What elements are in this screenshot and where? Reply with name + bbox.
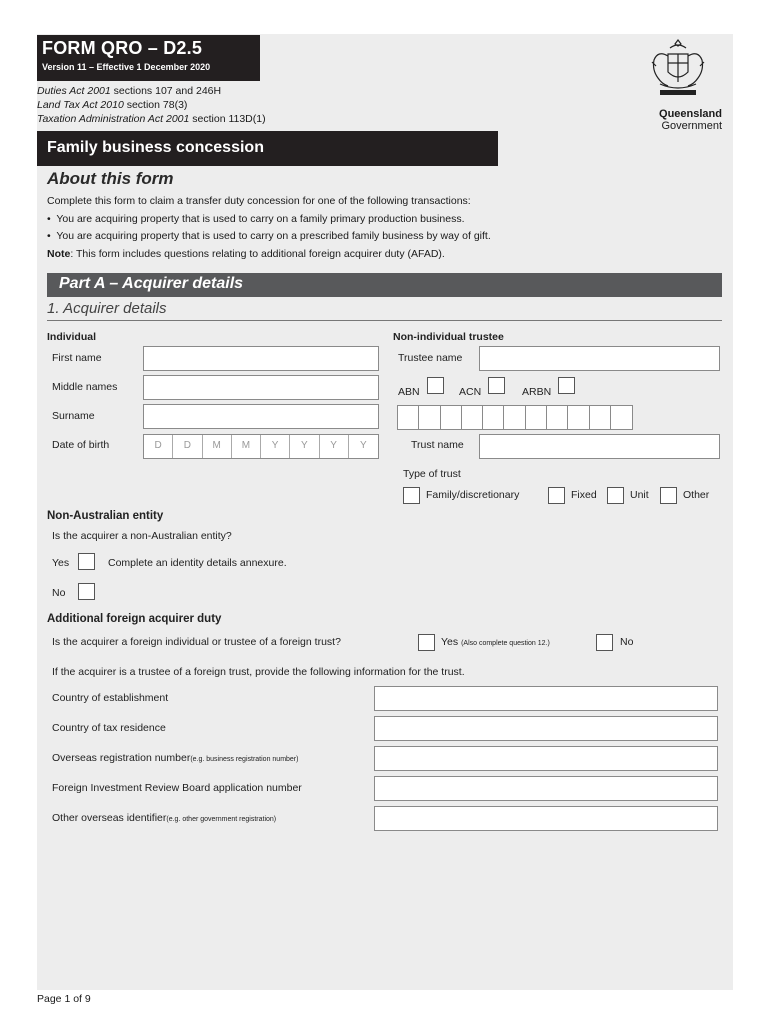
form-title-box	[37, 35, 260, 81]
page-number: Page 1 of 9	[37, 993, 91, 1005]
middle-names-input[interactable]	[143, 375, 379, 400]
about-text	[47, 193, 647, 263]
about-title: About this form	[47, 169, 174, 188]
dob-cell[interactable]: D	[173, 435, 202, 458]
dob-cell[interactable]: M	[203, 435, 232, 458]
country-establishment-label: Country of establishment	[52, 692, 169, 704]
section-1-title: 1. Acquirer details	[47, 300, 167, 317]
trust-type-unit-checkbox[interactable]	[607, 487, 624, 504]
queensland-coat-of-arms-icon	[648, 36, 708, 102]
about-bullet: • You are acquiring property that is used to carry on a prescribed family business by way of gift.	[47, 230, 491, 242]
trustee-name-input[interactable]	[479, 346, 720, 371]
non-australian-yes-label: Yes	[52, 557, 70, 569]
non-australian-no-checkbox[interactable]	[78, 583, 95, 600]
legislation-references	[37, 84, 266, 126]
trust-type-fixed-checkbox[interactable]	[548, 487, 565, 504]
non-australian-question: Is the acquirer a non-Australian entity?	[52, 530, 232, 542]
afad-instruction: If the acquirer is a trustee of a foreign trust, provide the following information for the trust.	[52, 666, 465, 678]
abn-digit-cell[interactable]	[504, 406, 525, 429]
afad-no-checkbox[interactable]	[596, 634, 613, 651]
afad-no-label: No	[620, 636, 634, 648]
country-establishment-input[interactable]	[374, 686, 718, 711]
trust-name-label: Trust name	[411, 439, 464, 451]
dob-cell[interactable]: Y	[290, 435, 319, 458]
abn-digit-cell[interactable]	[398, 406, 419, 429]
form-title: FORM QRO – D2.5	[42, 38, 203, 58]
trust-type-other-label: Other	[683, 489, 710, 501]
form-version: Version 11 – Effective 1 December 2020	[42, 62, 211, 72]
country-tax-input[interactable]	[374, 716, 718, 741]
gov-name-line-2: Government	[661, 120, 722, 132]
dob-cell[interactable]: Y	[320, 435, 349, 458]
surname-input[interactable]	[143, 404, 379, 429]
first-name-label: First name	[52, 352, 102, 364]
government-name	[640, 108, 722, 132]
other-id-label: Other overseas identifier(e.g. other government registration)	[52, 812, 277, 824]
trust-name-input[interactable]	[479, 434, 720, 459]
firb-input[interactable]	[374, 776, 718, 801]
act-reference: Taxation Administration Act 2001 section 113D(1)	[37, 113, 266, 125]
abn-digit-cell[interactable]	[568, 406, 589, 429]
gov-name-line-1: Queensland	[659, 108, 722, 120]
act-reference: Duties Act 2001 sections 107 and 246H	[37, 85, 222, 97]
afad-yes-checkbox[interactable]	[418, 634, 435, 651]
non-australian-yes-note: Complete an identity details annexure.	[108, 557, 287, 569]
dob-cell[interactable]: Y	[360, 440, 367, 451]
individual-heading: Individual	[47, 331, 97, 343]
acn-checkbox[interactable]	[488, 377, 505, 394]
abn-digit-cell[interactable]	[419, 406, 440, 429]
dob-cell[interactable]: M	[232, 435, 261, 458]
dob-cell[interactable]: Y	[261, 435, 290, 458]
afad-question: Is the acquirer a foreign individual or trustee of a foreign trust?	[52, 636, 341, 648]
acn-label: ACN	[459, 386, 482, 398]
abn-label: ABN	[398, 386, 420, 398]
act-reference: Land Tax Act 2010 section 78(3)	[37, 99, 188, 111]
non-australian-no-label: No	[52, 587, 66, 599]
trustee-heading: Non-individual trustee	[393, 331, 504, 343]
section-divider	[47, 320, 722, 321]
overseas-reg-note: (e.g. business registration number)	[190, 756, 299, 763]
about-note: Note: This form includes questions relating to additional foreign acquirer duty (AFAD).	[47, 247, 445, 260]
abn-digit-cell[interactable]	[483, 406, 504, 429]
abn-digit-cell[interactable]	[441, 406, 462, 429]
country-tax-label: Country of tax residence	[52, 722, 166, 734]
type-of-trust-label: Type of trust	[403, 468, 461, 480]
overseas-reg-input[interactable]	[374, 746, 718, 771]
abn-digit-cell[interactable]	[462, 406, 483, 429]
about-intro: Complete this form to claim a transfer duty concession for one of the following transactions:	[47, 195, 471, 207]
abn-digit-cell[interactable]	[611, 406, 632, 429]
abn-checkbox[interactable]	[427, 377, 444, 394]
trust-type-other-checkbox[interactable]	[660, 487, 677, 504]
trustee-name-label: Trustee name	[398, 352, 463, 364]
arbn-checkbox[interactable]	[558, 377, 575, 394]
firb-label: Foreign Investment Review Board application number	[52, 782, 302, 794]
afad-yes-label: Yes (Also complete question 12.)	[441, 636, 550, 648]
about-bullet: • You are acquiring property that is used to carry on a family primary production business.	[47, 212, 465, 225]
overseas-reg-label: Overseas registration number(e.g. business registration number)	[52, 752, 299, 764]
dob-input[interactable]	[143, 434, 379, 459]
trust-type-family-label: Family/discretionary	[426, 489, 520, 501]
trust-type-fixed-label: Fixed	[571, 489, 597, 501]
surname-label: Surname	[52, 410, 95, 422]
afad-yes-note: (Also complete question 12.)	[461, 640, 550, 647]
dob-label: Date of birth	[52, 439, 110, 451]
trust-type-unit-label: Unit	[630, 489, 649, 501]
dob-cell[interactable]: D	[144, 435, 173, 458]
abn-digit-cell[interactable]	[547, 406, 568, 429]
abn-digit-cell[interactable]	[526, 406, 547, 429]
non-australian-heading: Non-Australian entity	[47, 510, 164, 522]
other-id-note: (e.g. other government registration)	[166, 816, 277, 823]
arbn-label: ARBN	[522, 386, 552, 398]
form-banner: Family business concession	[37, 131, 498, 166]
non-australian-yes-checkbox[interactable]	[78, 553, 95, 570]
middle-names-label: Middle names	[52, 381, 118, 393]
other-id-input[interactable]	[374, 806, 718, 831]
abn-digit-cell[interactable]	[590, 406, 611, 429]
afad-heading: Additional foreign acquirer duty	[47, 613, 222, 625]
trust-type-family-checkbox[interactable]	[403, 487, 420, 504]
first-name-input[interactable]	[143, 346, 379, 371]
part-a-title: Part A – Acquirer details	[47, 273, 722, 297]
abn-number-input[interactable]	[397, 405, 633, 430]
